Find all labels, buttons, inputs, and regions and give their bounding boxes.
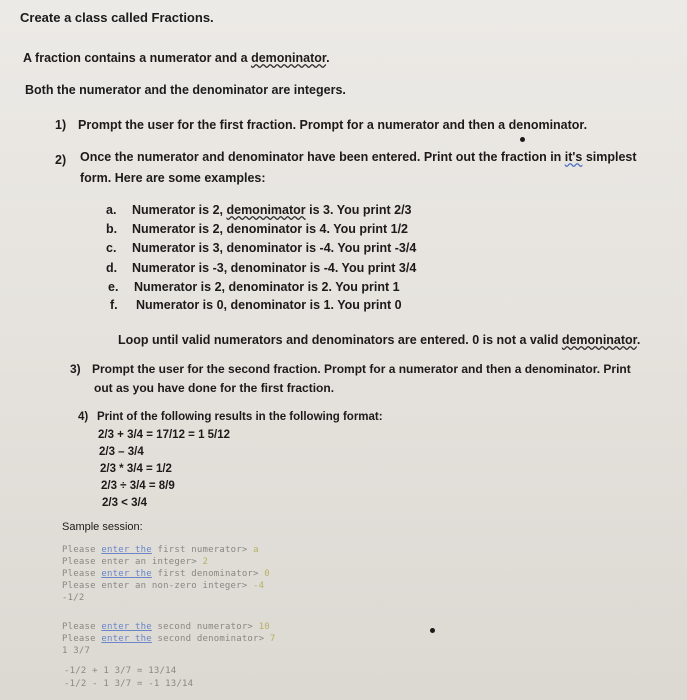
session-line-2-text: Please enter an integer> [62,557,203,567]
session-line-4-input: -4 [253,581,265,591]
step-2-number: 2) [55,153,67,167]
format-line-5: 2/3 < 3/4 [102,497,148,509]
example-b-label: b. [106,222,118,236]
session-line-8: 1 3/7 [62,646,91,656]
loop-note-text: Loop until valid numerators and denominators are entered. 0 is not a valid [118,333,562,347]
step-2-line-1-end: simplest [582,150,637,164]
example-d [106,261,416,275]
example-a-label: a. [106,203,117,217]
example-f-label: f. [110,298,118,312]
session-line-1 [62,545,259,555]
example-c-text: Numerator is 3, denominator is -4. You print -3/4 [132,241,417,255]
intro-line-1-text: A fraction contains a numerator and a [23,51,252,65]
intro-line-1-end: . [326,51,330,65]
format-line-2: 2/3 – 3/4 [99,446,144,458]
example-b-text: Numerator is 2, denominator is 4. You print 1/2 [132,222,408,236]
session-line-6-input: 10 [258,622,270,632]
step-1-text: Prompt the user for the first fraction. Prompt for a numerator and then a denominator. [78,118,588,132]
example-e-text: Numerator is 2, denominator is 2. You print 1 [134,280,400,294]
example-a [106,203,412,217]
session-line-4-text: Please enter an non-zero integer> [62,581,254,591]
example-d-text: Numerator is -3, denominator is -4. You print 3/4 [132,261,417,275]
session-line-1-text: first numerator> [151,545,254,555]
example-a-end: is 3. You print 2/3 [305,203,412,217]
step-3-line-2: out as you have done for the first fraction. [94,381,335,395]
format-line-1: 2/3 + 3/4 = 17/12 = 1 5/12 [98,429,231,441]
step-3-line-1: Prompt the user for the second fraction. Prompt for a numerator and then a denominator. Print [92,362,631,376]
step-3-number: 3) [70,362,81,376]
session-line-3-input: 0 [264,569,270,579]
bullet-mark [520,137,525,142]
example-c-label: c. [106,241,117,255]
step-2-line-1-text: Once the numerator and denominator have been entered. Print out the fraction in [80,150,565,164]
step-1-number: 1) [55,118,67,132]
format-line-4: 2/3 ÷ 3/4 = 8/9 [101,480,175,492]
example-f [110,298,402,312]
intro-line-2: Both the numerator and the denominator are integers. [25,83,346,97]
stray-dot-mark [430,628,435,633]
session-line-7 [62,634,276,644]
session-line-5: -1/2 [62,593,85,603]
format-line-3: 2/3 * 3/4 = 1/2 [100,463,172,475]
example-a-word: demonimator [226,203,306,217]
session-line-6-prefix: Please [62,622,102,632]
session-line-2-input: 2 [202,557,209,567]
example-d-label: d. [106,261,118,275]
intro-line-1 [23,51,330,65]
document-title: Create a class called Fractions. [20,10,214,25]
intro-line-1-word: demoninator [251,51,327,65]
session-line-6-link: enter the [101,622,152,632]
session-line-3-prefix: Please [62,569,102,579]
session-line-10: -1/2 - 1 3/7 = -1 13/14 [64,679,194,689]
step-4-number: 4) [78,411,89,423]
sample-session-label: Sample session: [62,521,143,533]
session-line-2 [62,557,208,567]
session-line-1-input: a [253,545,259,555]
session-line-6 [62,622,270,632]
example-e [108,280,400,294]
example-b [106,222,408,236]
session-line-1-prefix: Please [62,545,102,555]
session-line-7-text: second denominator> [151,634,270,644]
example-c [106,241,416,255]
step-2-line-1-word: it's [564,150,583,164]
loop-note [118,333,640,347]
session-line-3 [62,569,270,579]
example-e-label: e. [108,280,119,294]
session-line-1-link: enter the [101,545,152,555]
step-4-text: Print of the following results in the following format: [97,411,383,423]
step-2-line-2: form. Here are some examples: [80,171,266,185]
session-line-7-input: 7 [269,634,276,644]
example-f-text: Numerator is 0, denominator is 1. You print 0 [136,298,402,312]
session-line-3-link: enter the [101,569,152,579]
loop-note-end: . [636,333,641,347]
session-line-4 [62,581,264,591]
session-line-6-text: second numerator> [151,622,259,632]
session-line-7-prefix: Please [62,634,102,644]
session-line-7-link: enter the [101,634,152,644]
session-line-9: -1/2 + 1 3/7 = 13/14 [64,666,177,676]
session-line-3-text: first denominator> [151,569,265,579]
loop-note-word: demoninator [561,333,637,347]
example-a-text: Numerator is 2, [132,203,227,217]
step-2-line-1 [80,150,637,164]
